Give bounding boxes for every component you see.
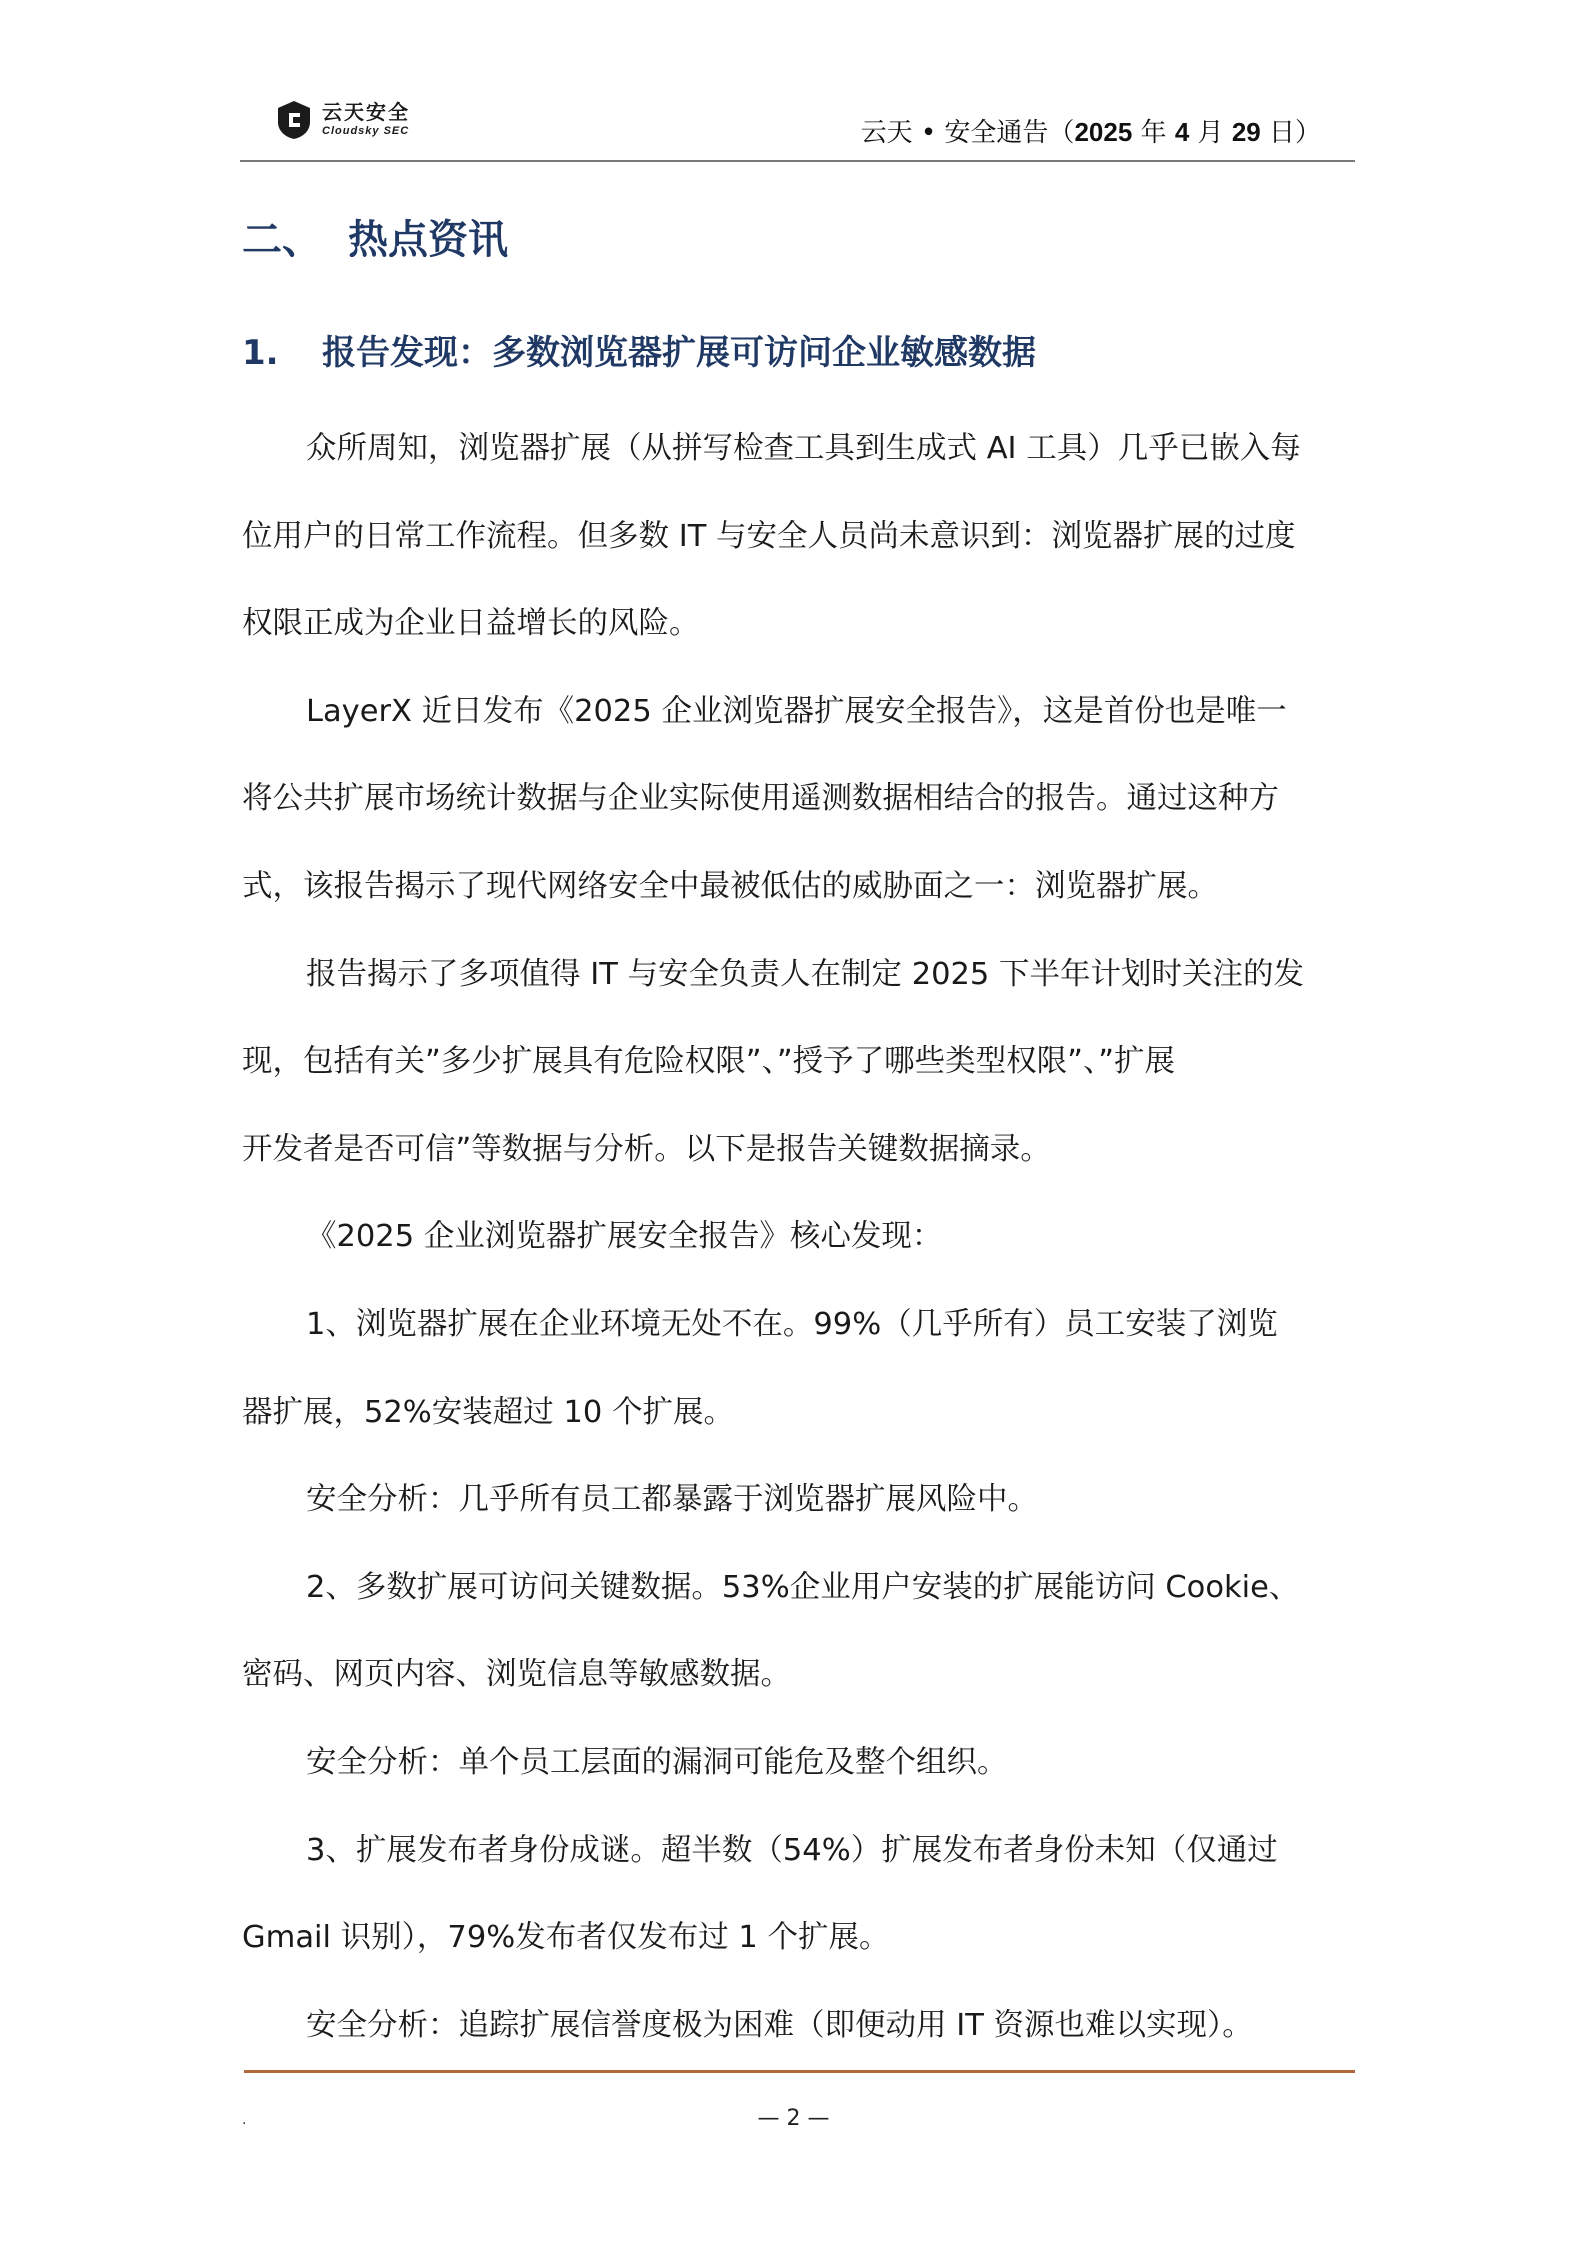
paragraph-line: 式，该报告揭示了现代网络安全中最被低估的威胁面之一：浏览器扩展。 xyxy=(242,868,1218,904)
paragraph-line: 将公共扩展市场统计数据与企业实际使用遥测数据相结合的报告。通过这种方 xyxy=(242,781,1279,817)
paragraph-line: 位用户的日常工作流程。但多数 IT 与安全人员尚未意识到：浏览器扩展的过度 xyxy=(242,518,1296,554)
section-number: 二、 xyxy=(242,217,322,263)
date-month-unit: 月 xyxy=(1189,118,1232,148)
paragraph-line: 密码、网页内容、浏览信息等敏感数据。 xyxy=(242,1657,791,1693)
footer-divider xyxy=(244,2070,1355,2073)
paragraph-line: 安全分析：追踪扩展信誉度极为困难（即便动用 IT 资源也难以实现）。 xyxy=(306,2007,1253,2043)
paragraph-line: 现，包括有关”多少扩展具有危险权限”、”授予了哪些类型权限”、”扩展 xyxy=(242,1044,1176,1080)
logo-name-cn: 云天安全 xyxy=(322,102,410,124)
cloudsky-shield-logo-icon xyxy=(276,100,312,140)
footer-dot: . xyxy=(242,2112,247,2128)
paragraph-line: Gmail 识别），79%发布者仅发布过 1 个扩展。 xyxy=(242,1920,890,1956)
date-year: 2025 xyxy=(1074,117,1133,147)
subsection-title: 报告发现：多数浏览器扩展可访问企业敏感数据 xyxy=(322,333,1036,373)
date-month: 4 xyxy=(1174,117,1190,147)
date-day: 29 xyxy=(1231,117,1261,147)
paragraph-line: 《2025 企业浏览器扩展安全报告》核心发现： xyxy=(306,1219,943,1255)
bulletin-title: 云天 • 安全通告（ xyxy=(860,118,1075,148)
paragraph-line: 权限正成为企业日益增长的风险。 xyxy=(242,606,700,642)
paragraph-line: 安全分析：几乎所有员工都暴露于浏览器扩展风险中。 xyxy=(306,1482,1038,1518)
paragraph-line: 众所周知，浏览器扩展（从拼写检查工具到生成式 AI 工具）几乎已嵌入每 xyxy=(306,431,1301,466)
paragraph-line: 3、扩展发布者身份成谜。超半数（54%）扩展发布者身份未知（仅通过 xyxy=(306,1832,1278,1868)
paragraph-line: LayerX 近日发布《2025 企业浏览器扩展安全报告》，这是首份也是唯一 xyxy=(306,693,1287,729)
date-year-unit: 年 xyxy=(1132,118,1175,148)
date-day-unit: 日） xyxy=(1260,118,1321,148)
paragraph-line: 器扩展，52%安装超过 10 个扩展。 xyxy=(242,1394,734,1430)
subsection-heading xyxy=(242,325,1036,374)
paragraph-line: 报告揭示了多项值得 IT 与安全负责人在制定 2025 下半年计划时关注的发 xyxy=(306,956,1305,992)
paragraph-line: 安全分析：单个员工层面的漏洞可能危及整个组织。 xyxy=(306,1744,1008,1780)
logo-wordmark xyxy=(322,102,410,138)
subsection-number: 1. xyxy=(242,333,279,373)
paragraph-line: 1、浏览器扩展在企业环境无处不在。99%（几乎所有）员工安装了浏览 xyxy=(306,1306,1278,1342)
article-body xyxy=(242,405,1342,2069)
section-heading xyxy=(242,208,508,265)
section-title: 热点资讯 xyxy=(348,217,508,263)
page-header xyxy=(240,96,1355,156)
bulletin-title-date xyxy=(861,112,1321,149)
company-logo xyxy=(276,100,410,140)
paragraph-line: 2、多数扩展可访问关键数据。53%企业用户安装的扩展能访问 Cookie、 xyxy=(306,1569,1300,1605)
logo-name-en: Cloudsky SEC xyxy=(322,125,410,137)
header-divider xyxy=(240,160,1355,162)
page-number: — 2 — xyxy=(757,2106,830,2131)
paragraph-line: 开发者是否可信”等数据与分析。以下是报告关键数据摘录。 xyxy=(242,1131,1051,1167)
